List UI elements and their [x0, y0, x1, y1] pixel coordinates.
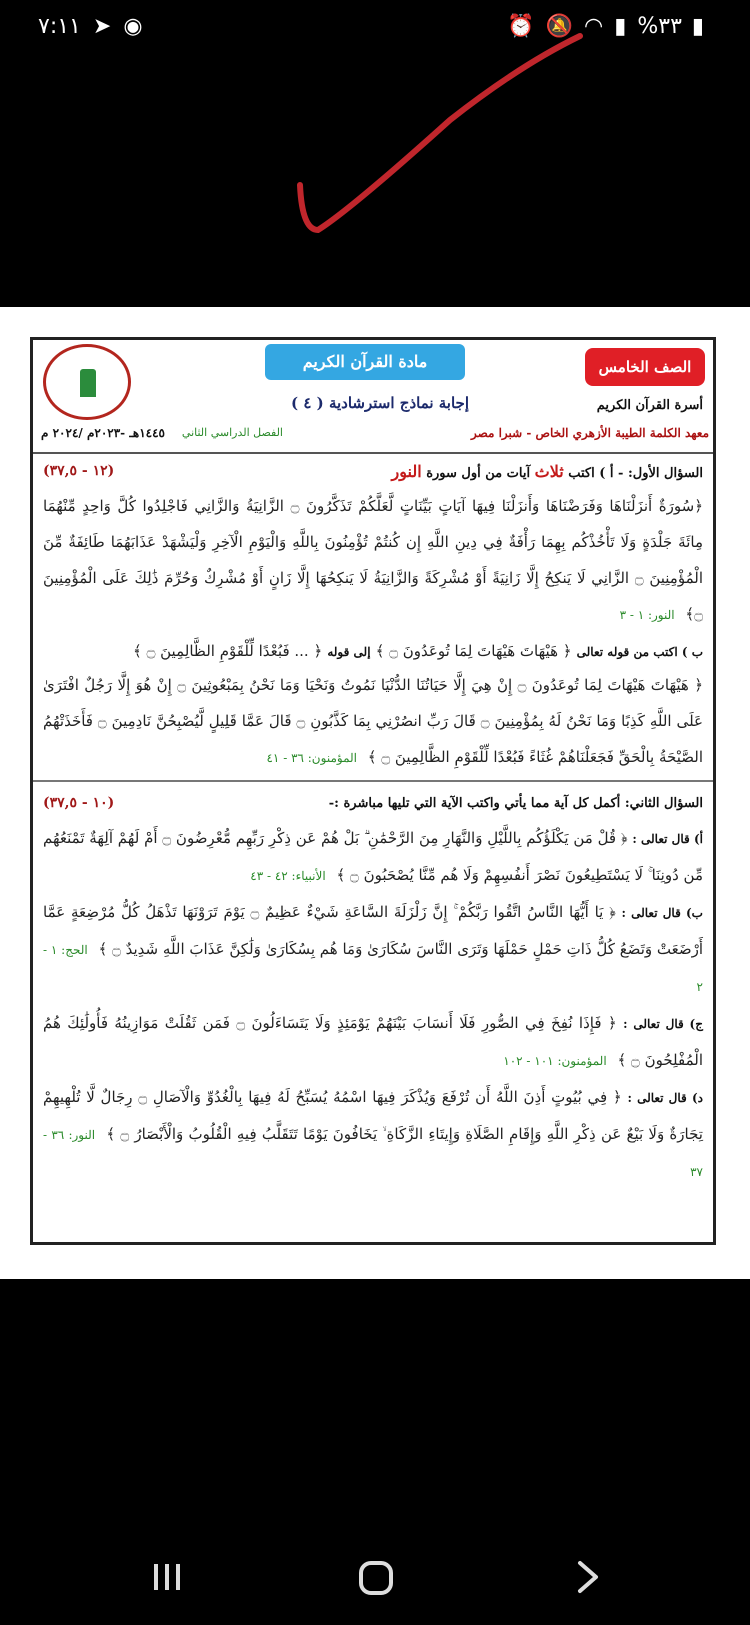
q1-ayat — [43, 488, 703, 633]
subject-badge: مادة القرآن الكريم — [265, 344, 465, 380]
q1b-ayat-text: ﴿ هَيْهَاتَ هَيْهَاتَ لِمَا تُوعَدُونَ ۝ إِنْ هِيَ إِلَّا حَيَاتُنَا الدُّنْيَا نَمُوتُ وَنَحْيَا وَمَا نَحْنُ بِمَبْعُوثِينَ ۝ إِنْ هُوَ إِلَّا رَجُلٌ افْتَرَىٰ عَلَى اللَّهِ كَذِبًا وَمَا نَحْنُ لَهُ بِمُؤْمِنِينَ ۝ قَالَ رَبِّ انصُرْنِي بِمَا كَذَّبُونِ ۝ قَالَ عَمَّا قَلِيلٍ لَّيُصْبِحُنَّ نَادِمِينَ ۝ فَأَخَذَتْهُمُ الصَّيْحَةُ بِالْحَقِّ فَجَعَلْنَاهُمْ غُثَاءً فَبُعْدًا لِّلْقَوْمِ الظَّالِمِينَ ۝ ﴾ — [43, 676, 703, 766]
institute: معهد الكلمة الطيبة الأزهري الخاص - شبرا مصر — [470, 426, 709, 440]
q1-highlight-three: ثلاث — [534, 461, 564, 481]
signal-icon: ▮ — [614, 14, 628, 39]
question-2 — [33, 786, 713, 1190]
q2d — [43, 1079, 703, 1190]
q1b-ref: المؤمنون: ٣٦ - ٤١ — [266, 751, 357, 765]
academic-year: ١٤٤٥هـ -٢٠٢٣م /٢٠٢٤ م — [41, 426, 165, 440]
q1b-to-label: إلى قوله — [327, 644, 371, 659]
q2b-text: ﴿ يَا أَيُّهَا النَّاسُ اتَّقُوا رَبَّكُمْ ۚ إِنَّ زَلْزَلَةَ السَّاعَةِ شَيْءٌ عَظِيمٌ ۝ يَوْمَ تَرَوْنَهَا تَذْهَلُ كُلُّ مُرْضِعَةٍ عَمَّا أَرْضَعَتْ وَتَضَعُ كُلُّ ذَاتِ حَمْلٍ حَمْلَهَا وَتَرَى النَّاسَ سُكَارَىٰ وَمَا هُم بِسُكَارَىٰ وَلَٰكِنَّ عَذَابَ اللَّهِ شَدِيدٌ ۝ ﴾ — [43, 903, 704, 958]
q2d-label: د) قال تعالى : — [627, 1091, 703, 1105]
q1b-label: ب ) اكتب من قوله تعالى — [576, 644, 703, 659]
time: ٧:١١ — [38, 14, 81, 39]
recents-icon[interactable] — [150, 1560, 184, 1594]
q2a-ref: الأنبياء: ٤٢ - ٤٣ — [250, 869, 326, 883]
nav-bar — [0, 1540, 750, 1625]
q2a-text: ﴿ قُلْ مَن يَكْلَؤُكُم بِاللَّيْلِ وَالنَّهَارِ مِنَ الرَّحْمَٰنِ ۗ بَلْ هُمْ عَن ذِكْرِ رَبِّهِم مُّعْرِضُونَ ۝ أَمْ لَهُمْ آلِهَةٌ تَمْنَعُهُم مِّن دُونِنَا ۚ لَا يَسْتَطِيعُونَ نَصْرَ أَنفُسِهِمْ وَلَا هُم مِّنَّا يُصْحَبُونَ ۝ ﴾ — [43, 829, 703, 884]
answer-title: إجابة نماذج استرشادية ( ٤ ) — [291, 394, 469, 412]
question-1 — [33, 454, 713, 776]
q1b-to: ﴿ ... فَبُعْدًا لِّلْقَوْمِ الظَّالِمِينَ ۝ ﴾ — [133, 641, 323, 660]
q1b-prompt — [133, 641, 703, 660]
institute-logo — [43, 344, 131, 420]
checkmark-drawing — [290, 30, 590, 240]
battery-text: %٣٣ — [637, 14, 682, 39]
department: أسرة القرآن الكريم — [596, 398, 703, 413]
q2a — [43, 820, 703, 894]
q2c — [43, 1005, 703, 1079]
q2b-ref: الحج: ١ - ٢ — [43, 943, 703, 994]
q1-ayat-text: ﴿سُورَةٌ أَنزَلْنَاهَا وَفَرَضْنَاهَا وَأَنزَلْنَا فِيهَا آيَاتٍ بَيِّنَاتٍ لَّعَلَّكُمْ تَذَكَّرُونَ ۝ الزَّانِيَةُ وَالزَّانِي فَاجْلِدُوا كُلَّ وَاحِدٍ مِّنْهُمَا مِائَةَ جَلْدَةٍ وَلَا تَأْخُذْكُم بِهِمَا رَأْفَةٌ فِي دِينِ اللَّهِ إِن كُنتُمْ تُؤْمِنُونَ بِاللَّهِ وَالْيَوْمِ الْآخِرِ وَلْيَشْهَدْ عَذَابَهُمَا طَائِفَةٌ مِّنَ الْمُؤْمِنِينَ ۝ الزَّانِي لَا يَنكِحُ إِلَّا زَانِيَةً أَوْ مُشْرِكَةً وَالزَّانِيَةُ لَا يَنكِحُهَا إِلَّا زَانٍ أَوْ مُشْرِكٌ وَحُرِّمَ ذَٰلِكَ عَلَى الْمُؤْمِنِينَ ۝﴾ — [43, 497, 703, 623]
grade-badge: الصف الخامس — [585, 348, 705, 386]
messenger-icon: ◉ — [123, 14, 143, 39]
q1-label-pre: السؤال الأول: - أ ) اكتب — [568, 465, 703, 481]
q1-ayat-ref: النور: ١ - ٣ — [619, 608, 675, 622]
q2c-text: ﴿ فَإِذَا نُفِخَ فِي الصُّورِ فَلَا أَنسَابَ بَيْنَهُمْ يَوْمَئِذٍ وَلَا يَتَسَاءَلُونَ ۝ فَمَن ثَقُلَتْ مَوَازِينُهُ فَأُولَٰئِكَ هُمُ الْمُفْلِحُونَ ۝ ﴾ — [43, 1014, 703, 1069]
q1-marks: (١٢ - ٣٧,٥) — [43, 463, 115, 479]
q1b-from: ﴿ هَيْهَاتَ هَيْهَاتَ لِمَا تُوعَدُونَ ۝ ﴾ — [375, 641, 572, 660]
q2d-ref: النور: ٣٦ - ٣٧ — [43, 1128, 703, 1179]
q1-highlight-surah: النور — [391, 461, 422, 481]
status-right — [38, 14, 143, 39]
q2b — [43, 894, 703, 1005]
exam-header — [33, 340, 713, 454]
q2c-ref: المؤمنون: ١٠١ - ١٠٢ — [503, 1054, 607, 1068]
q2b-label: ب) قال تعالى : — [621, 906, 703, 920]
document-image[interactable] — [0, 307, 750, 1279]
mute-icon: 🔕 — [545, 14, 575, 39]
telegram-icon: ➤ — [92, 14, 112, 39]
exam-frame — [30, 337, 716, 1245]
q1b-ayat — [43, 667, 703, 776]
q1-label-mid: آيات من أول سورة — [426, 465, 531, 481]
q2-marks: (١٠ - ٣٧,٥) — [43, 795, 115, 811]
q2c-label: ج) قال تعالى : — [623, 1017, 703, 1031]
wifi-icon: ◠ — [584, 14, 605, 39]
section-divider — [33, 780, 713, 782]
alarm-icon: ⏰ — [507, 14, 536, 39]
q2d-text: ﴿ فِي بُيُوتٍ أَذِنَ اللَّهُ أَن تُرْفَعَ وَيُذْكَرَ فِيهَا اسْمُهُ يُسَبِّحُ لَهُ فِيهَا بِالْغُدُوِّ وَالْآصَالِ ۝ رِجَالٌ لَّا تُلْهِيهِمْ تِجَارَةٌ وَلَا بَيْعٌ عَن ذِكْرِ اللَّهِ وَإِقَامِ الصَّلَاةِ وَإِيتَاءِ الزَّكَاةِ ۙ يَخَافُونَ يَوْمًا تَتَقَلَّبُ فِيهِ الْقُلُوبُ وَالْأَبْصَارُ ۝ ﴾ — [43, 1088, 703, 1143]
q1b-heading — [43, 633, 703, 667]
q2-heading — [43, 786, 703, 820]
q1-heading — [43, 454, 703, 488]
home-icon[interactable] — [358, 1560, 394, 1596]
q1-label — [392, 462, 703, 481]
term: الفصل الدراسي الثاني — [181, 426, 283, 439]
battery-icon: ▮ — [691, 14, 705, 39]
q2a-label: أ) قال تعالى : — [632, 832, 703, 846]
back-icon[interactable] — [574, 1560, 602, 1594]
q2-label: السؤال الثاني: أكمل كل آية مما يأتي واكتب الآية التي تليها مباشرة :- — [328, 795, 703, 811]
